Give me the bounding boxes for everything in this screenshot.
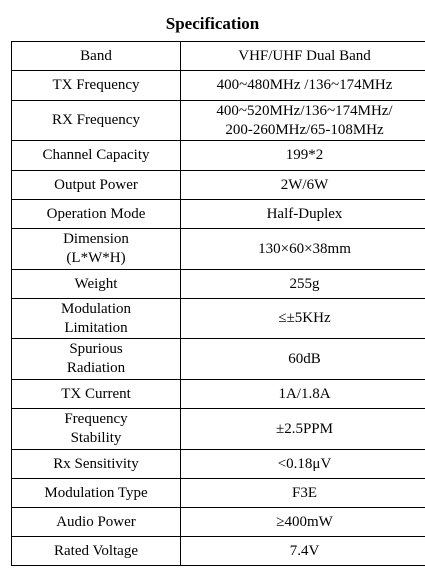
table-row	[12, 42, 425, 71]
spec-value: 1A/1.8A	[181, 380, 425, 409]
spec-value: 130×60×38mm	[181, 229, 425, 270]
table-row	[12, 450, 425, 479]
specification-table	[11, 41, 425, 566]
spec-label: Modulation Limitation	[12, 299, 181, 339]
table-row	[12, 141, 425, 171]
spec-value: 2W/6W	[181, 171, 425, 200]
spec-value: F3E	[181, 479, 425, 508]
spec-value: <0.18μV	[181, 450, 425, 479]
spec-value: 60dB	[181, 339, 425, 380]
spec-label: Weight	[12, 270, 181, 299]
spec-label: Audio Power	[12, 508, 181, 537]
spec-value: 400~520MHz/136~174MHz/ 200-260MHz/65-108MHz	[181, 101, 425, 141]
spec-value: 199*2	[181, 141, 425, 171]
table-row	[12, 171, 425, 200]
spec-label: Output Power	[12, 171, 181, 200]
spec-label: Band	[12, 42, 181, 71]
spec-label: Spurious Radiation	[12, 339, 181, 380]
table-row	[12, 200, 425, 229]
table-row	[12, 270, 425, 299]
spec-label: Rated Voltage	[12, 537, 181, 566]
table-row	[12, 229, 425, 270]
spec-value: ≤±5KHz	[181, 299, 425, 339]
spec-value: ±2.5PPM	[181, 409, 425, 450]
spec-value: 255g	[181, 270, 425, 299]
spec-label: Rx Sensitivity	[12, 450, 181, 479]
table-row	[12, 299, 425, 339]
table-row	[12, 71, 425, 101]
table-row	[12, 537, 425, 566]
page-title: Specification	[165, 14, 260, 33]
spec-label: Channel Capacity	[12, 141, 181, 171]
table-row	[12, 508, 425, 537]
table-row	[12, 339, 425, 380]
table-row	[12, 409, 425, 450]
spec-value: 7.4V	[181, 537, 425, 566]
spec-value: ≥400mW	[181, 508, 425, 537]
table-row	[12, 380, 425, 409]
table-row	[12, 479, 425, 508]
spec-value: Half-Duplex	[181, 200, 425, 229]
spec-label: Dimension (L*W*H)	[12, 229, 181, 270]
spec-value: VHF/UHF Dual Band	[181, 42, 425, 71]
table-row	[12, 101, 425, 141]
spec-label: RX Frequency	[12, 101, 181, 141]
spec-label: Operation Mode	[12, 200, 181, 229]
spec-label: TX Current	[12, 380, 181, 409]
spec-value: 400~480MHz /136~174MHz	[181, 71, 425, 101]
spec-label: TX Frequency	[12, 71, 181, 101]
spec-label: Modulation Type	[12, 479, 181, 508]
spec-label: Frequency Stability	[12, 409, 181, 450]
